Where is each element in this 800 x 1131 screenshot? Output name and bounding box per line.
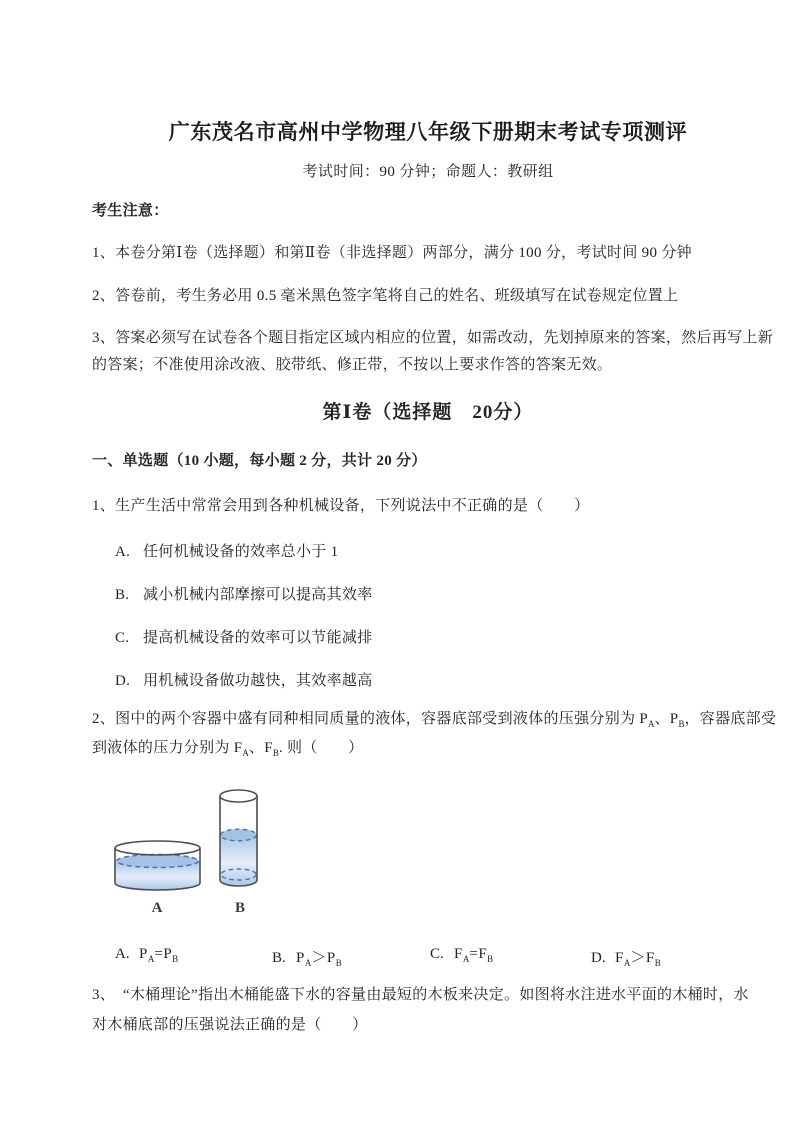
option-formula bbox=[454, 946, 493, 962]
vessel-b-rim bbox=[220, 790, 257, 802]
option-text: 减小机械内部摩擦可以提高其效率 bbox=[143, 587, 373, 603]
option-text: 任何机械设备的效率总小于 1 bbox=[143, 544, 339, 560]
vessel-a-liquid-surface-dashed bbox=[117, 855, 199, 868]
vessel-b-liquid-surface-dashed bbox=[221, 829, 257, 841]
formula-symbol: F bbox=[645, 950, 655, 966]
subscript: B bbox=[654, 958, 661, 968]
question-2-text-line2 bbox=[92, 739, 764, 759]
formula-operator: ＞ bbox=[630, 950, 646, 966]
formula-symbol: F bbox=[454, 946, 463, 962]
option-letter: C. bbox=[115, 630, 130, 646]
option-letter: D. bbox=[591, 950, 606, 966]
vessel-a-rim bbox=[115, 841, 200, 855]
question-2-text-line1 bbox=[92, 710, 777, 730]
q2-text: 2、图中的两个容器中盛有同种相同质量的液体，容器底部受到液体的压强分别为 P bbox=[92, 711, 648, 727]
question-1-option-a bbox=[115, 540, 338, 561]
question-2-option-d bbox=[591, 946, 661, 968]
formula-symbol: P bbox=[326, 950, 336, 966]
q2-text: 、P bbox=[654, 711, 679, 727]
question-1-option-d bbox=[115, 669, 373, 690]
subscript: B bbox=[487, 954, 494, 964]
subscript: A bbox=[242, 748, 249, 758]
vessel-b-label: B bbox=[234, 900, 246, 916]
option-formula bbox=[139, 946, 178, 962]
question-2-option-c bbox=[430, 946, 493, 964]
q2-text: . 则（ ） bbox=[278, 740, 364, 756]
section-1-subsection: 一、单选题（10 小题，每小题 2 分，共计 20 分） bbox=[92, 453, 427, 469]
option-text: 用机械设备做功越快，其效率越高 bbox=[143, 673, 373, 689]
formula-operator: = bbox=[469, 946, 479, 962]
formula-symbol: P bbox=[139, 946, 148, 962]
notice-item-3-line2: 的答案；不准使用涂改液、胶带纸、修正带，不按以上要求作答的答案无效。 bbox=[92, 357, 613, 373]
vessel-a-figure bbox=[115, 841, 200, 916]
q2-text: ，容器底部受 bbox=[684, 711, 777, 727]
page-title: 广东茂名市高州中学物理八年级下册期末考试专项测评 bbox=[168, 120, 688, 144]
q2-text: 、F bbox=[248, 740, 273, 756]
exam-meta: 考试时间：90 分钟；命题人：教研组 bbox=[302, 164, 554, 180]
formula-symbol: F bbox=[478, 946, 488, 962]
option-letter: B. bbox=[115, 587, 130, 603]
option-formula bbox=[615, 950, 661, 966]
option-letter: D. bbox=[115, 673, 131, 689]
question-1-option-c bbox=[115, 626, 373, 647]
formula-operator: ＞ bbox=[311, 950, 327, 966]
subscript: A bbox=[147, 954, 155, 964]
question-2-option-b bbox=[272, 946, 342, 968]
notice-header: 考生注意： bbox=[92, 203, 169, 219]
notice-item-3-line1: 3、答案必须写在试卷各个题目指定区域内相应的位置，如需改动，先划掉原来的答案，然后再写上新 bbox=[92, 330, 774, 346]
question-1-text: 1、生产生活中常常会用到各种机械设备，下列说法中不正确的是（ ） bbox=[92, 498, 590, 514]
q2-vessels-figure bbox=[104, 784, 274, 916]
notice-item-1: 1、本卷分第Ⅰ卷（选择题）和第Ⅱ卷（非选择题）两部分，满分 100 分，考试时间 90 分钟 bbox=[92, 245, 692, 261]
subscript: B bbox=[678, 719, 685, 729]
subscript: B bbox=[172, 954, 179, 964]
subscript: B bbox=[272, 748, 279, 758]
q2-text: 到液体的压力分别为 F bbox=[92, 740, 243, 756]
option-text: 提高机械设备的效率可以节能减排 bbox=[143, 630, 373, 646]
question-3-text-line2: 对木桶底部的压强说法正确的是（ ） bbox=[92, 1017, 368, 1033]
option-letter: A. bbox=[115, 946, 130, 962]
section-1-title: 第Ⅰ卷（选择题 20分） bbox=[322, 402, 534, 423]
subscript: A bbox=[462, 954, 470, 964]
question-2-option-a bbox=[115, 946, 178, 964]
vessel-b-figure bbox=[220, 790, 257, 916]
formula-operator: = bbox=[154, 946, 164, 962]
formula-symbol: P bbox=[163, 946, 173, 962]
option-letter: A. bbox=[115, 544, 131, 560]
vessel-a-label: A bbox=[151, 900, 163, 916]
option-formula bbox=[296, 950, 342, 966]
subscript: B bbox=[335, 958, 342, 968]
subscript: A bbox=[623, 958, 631, 968]
question-1-option-b bbox=[115, 583, 373, 604]
option-letter: C. bbox=[430, 946, 444, 962]
notice-item-2: 2、答卷前，考生务必用 0.5 毫米黑色签字笔将自己的姓名、班级填写在试卷规定位置上 bbox=[92, 288, 679, 304]
formula-symbol: P bbox=[296, 950, 305, 966]
subscript: A bbox=[304, 958, 312, 968]
option-letter: B. bbox=[272, 950, 286, 966]
subscript: A bbox=[648, 719, 655, 729]
formula-symbol: F bbox=[615, 950, 624, 966]
question-3-text-line1: 3、 “木桶理论”指出木桶能盛下水的容量由最短的木板来决定。如图将水注进水平面的木桶时，水 bbox=[92, 987, 749, 1003]
